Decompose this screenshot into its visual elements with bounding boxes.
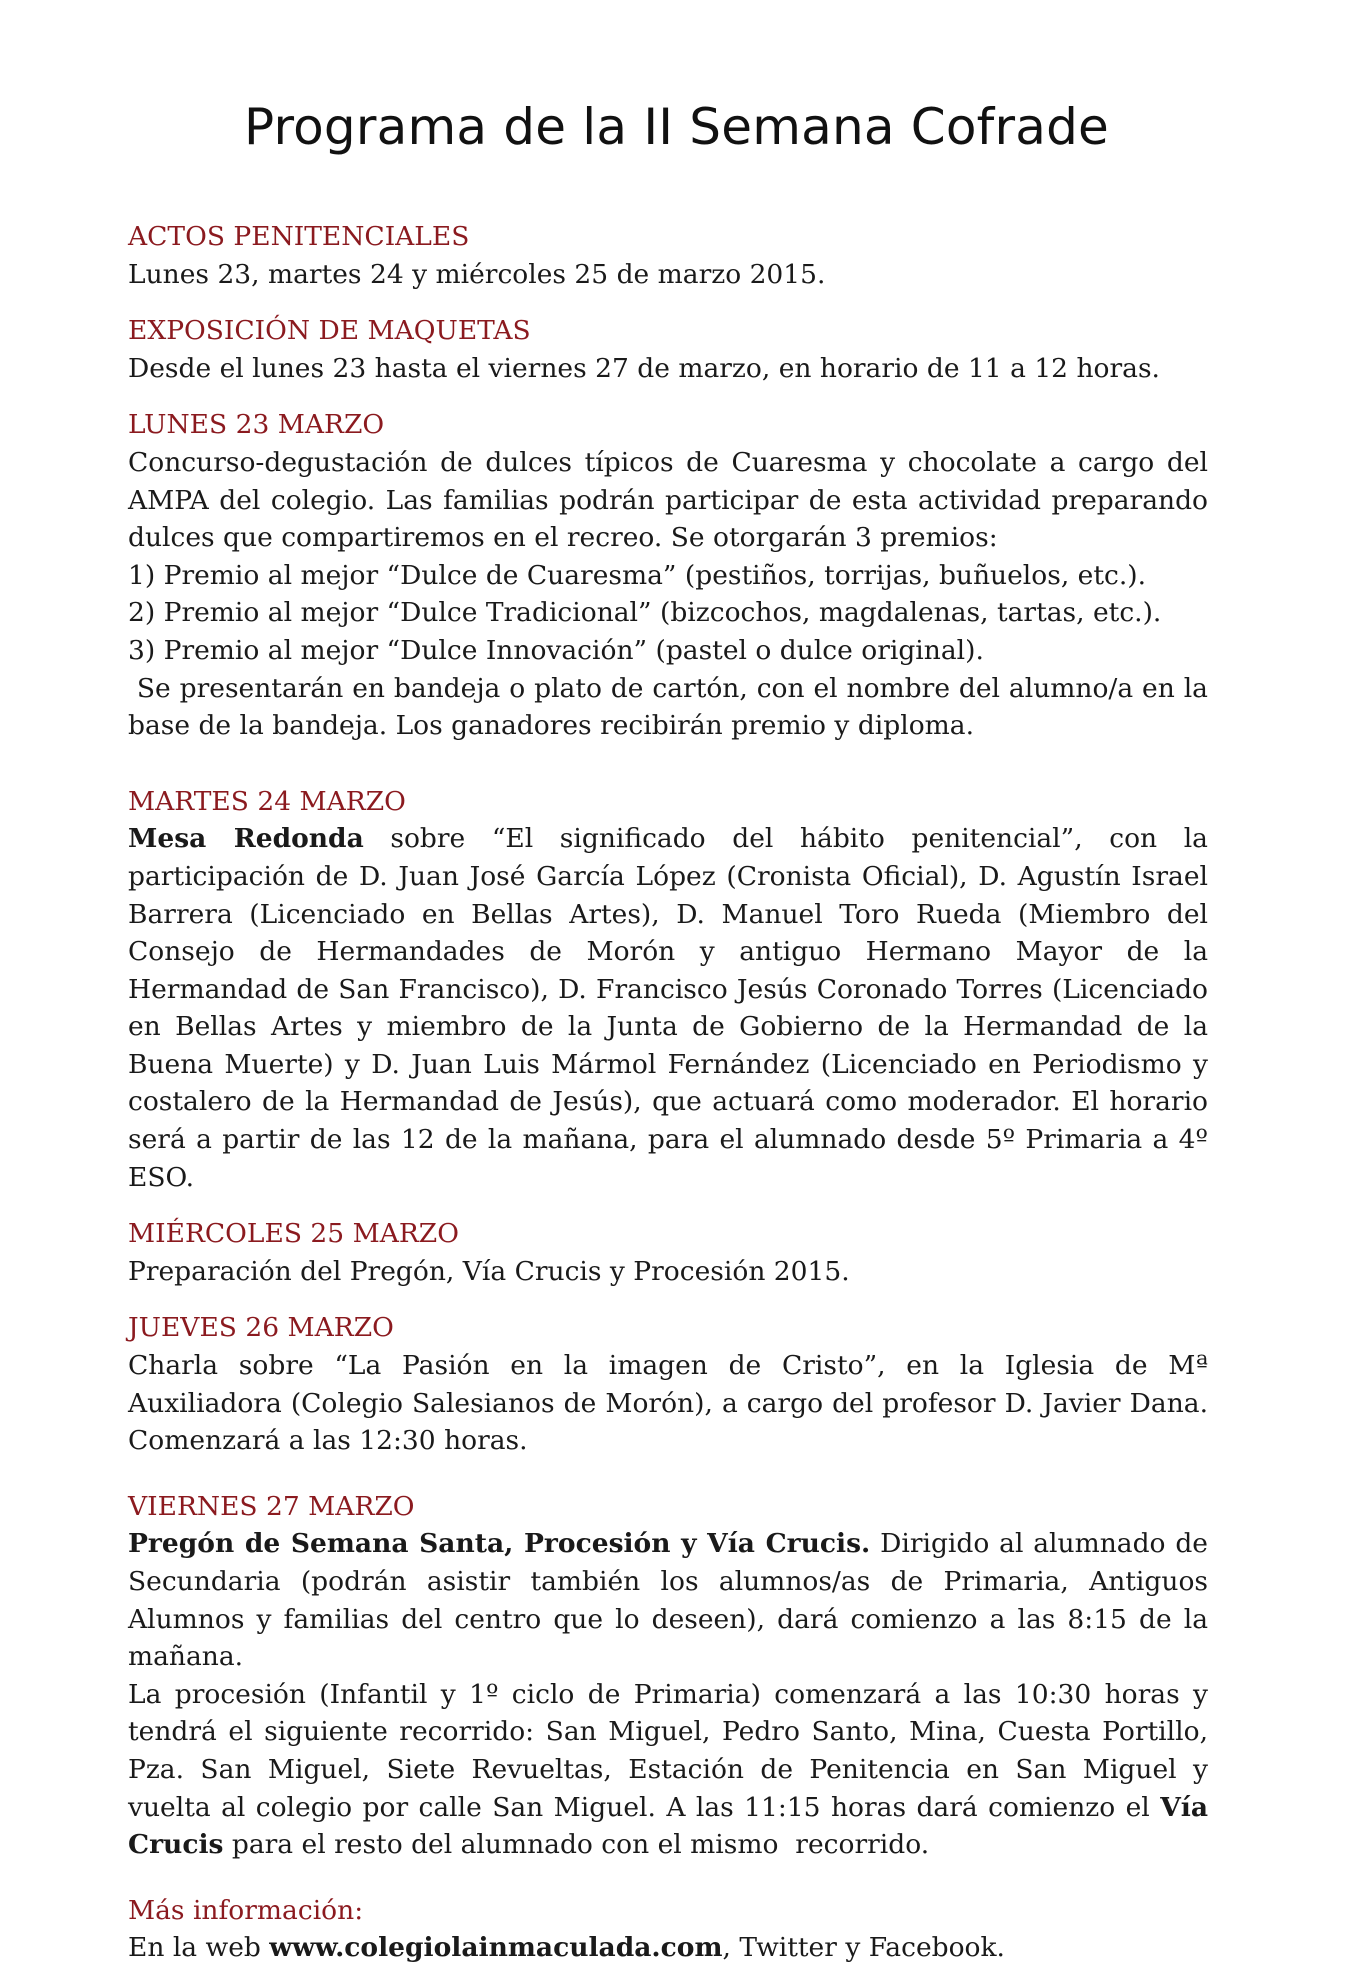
route-part-a: La procesión (Infantil y 1º ciclo de Primaria) comenzará a las 10:30 horas y tendrá el siguiente recorrido: San Miguel, Pedro Santo, Mina, Cuesta Portillo, Pza. San Miguel, Siete Revueltas, Estación de Penitencia en San Miguel y vuelta al colegio por calle San Miguel. A las 11:15 horas dará comienzo el	[128, 1678, 1208, 1823]
bold-lead: Pregón de Semana Santa, Procesión y Vía Crucis.	[128, 1528, 871, 1560]
prize-item: 2) Premio al mejor “Dulce Tradicional” (bizcochos, magdalenas, tartas, etc.).	[128, 597, 1162, 629]
section-heading: Más información:	[128, 1894, 364, 1926]
bold-lead: Mesa Redonda	[128, 823, 364, 855]
via-crucis-bold: Vía Crucis	[128, 1791, 1208, 1861]
section-martes	[128, 783, 1208, 1197]
section-text: Lunes 23, martes 24 y miércoles 25 de marzo 2015.	[128, 258, 826, 290]
section-mas-informacion	[128, 1892, 1208, 1967]
section-text	[128, 1525, 1208, 1675]
prize-item: 3) Premio al mejor “Dulce Innovación” (pastel o dulce original).	[128, 634, 984, 666]
section-heading: MIÉRCOLES 25 MARZO	[128, 1218, 459, 1250]
section-text: Charla sobre “La Pasión en la imagen de Cristo”, en la Iglesia de Mª Auxiliadora (Colegio Salesianos de Morón), a cargo del profesor D. Javier Dana. Comenzará a las 12:30 horas.	[128, 1350, 1208, 1457]
section-heading: MARTES 24 MARZO	[128, 785, 406, 817]
section-exposicion-maquetas	[128, 312, 1208, 387]
info-prefix: En la web	[128, 1932, 270, 1964]
route-text	[128, 1676, 1208, 1864]
section-text: Preparación del Pregón, Vía Crucis y Procesión 2015.	[128, 1255, 850, 1287]
section-jueves	[128, 1309, 1208, 1459]
program-content	[128, 218, 1217, 1967]
section-heading: ACTOS PENITENCIALES	[128, 221, 470, 252]
section-heading: LUNES 23 MARZO	[128, 409, 385, 441]
section-text	[128, 820, 1208, 1196]
page-title: Programa de la II Semana Cofrade	[244, 98, 1109, 156]
section-heading: VIERNES 27 MARZO	[128, 1490, 415, 1522]
text-body: Dirigido al alumnado de Secundaria (podrán asistir también los alumnos/as de Primaria, Antiguos Alumnos y familias del centro que lo deseen), dará comienzo a las 8:15 de la mañana.	[128, 1528, 1208, 1673]
section-text: Desde el lunes 23 hasta el viernes 27 de marzo, en horario de 11 a 12 horas.	[128, 352, 1160, 384]
section-text	[128, 1929, 1208, 1967]
section-lunes	[128, 406, 1217, 744]
section-actos-penitenciales	[128, 218, 1208, 293]
prize-item: 1) Premio al mejor “Dulce de Cuaresma” (pestiños, torrijas, buñuelos, etc.).	[128, 559, 1147, 591]
section-closing: Se presentarán en bandeja o plato de cartón, con el nombre del alumno/a en la base de la bandeja. Los ganadores recibirán premio y diploma.	[128, 672, 1217, 742]
text-body: sobre “El significado del hábito penitencial”, con la participación de D. Juan José García López (Cronista Oficial), D. Agustín Israel Barrera (Licenciado en Bellas Artes), D. Manuel Toro Rueda (Miembro del Consejo de Hermandades de Morón y antiguo Hermano Mayor de la Hermandad de San Francisco), D. Francisco Jesús Coronado Torres (Licenciado en Bellas Artes y miembro de la Junta de Gobierno de la Hermandad de la Buena Muerte) y D. Juan Luis Mármol Fernández (Licenciado en Periodismo y costalero de la Hermandad de Jesús), que actuará como moderador. El horario será a partir de las 12 de la mañana, para el alumnado desde 5º Primaria a 4º ESO.	[128, 823, 1208, 1193]
section-heading: EXPOSICIÓN DE MAQUETAS	[128, 315, 531, 347]
section-viernes	[128, 1488, 1208, 1864]
section-heading: JUEVES 26 MARZO	[128, 1312, 394, 1344]
website-link: www.colegiolainmaculada.com	[269, 1932, 723, 1964]
route-part-b: para el resto del alumnado con el mismo recorrido.	[223, 1829, 930, 1861]
section-intro: Concurso-degustación de dulces típicos de Cuaresma y chocolate a cargo del AMPA del colegio. Las familias podrán participar de esta actividad preparando dulces que compartiremos en el recreo. Se otorgarán 3 premios:	[128, 446, 1208, 554]
info-suffix: , Twitter y Facebook.	[722, 1932, 1005, 1964]
section-miercoles	[128, 1215, 1208, 1290]
